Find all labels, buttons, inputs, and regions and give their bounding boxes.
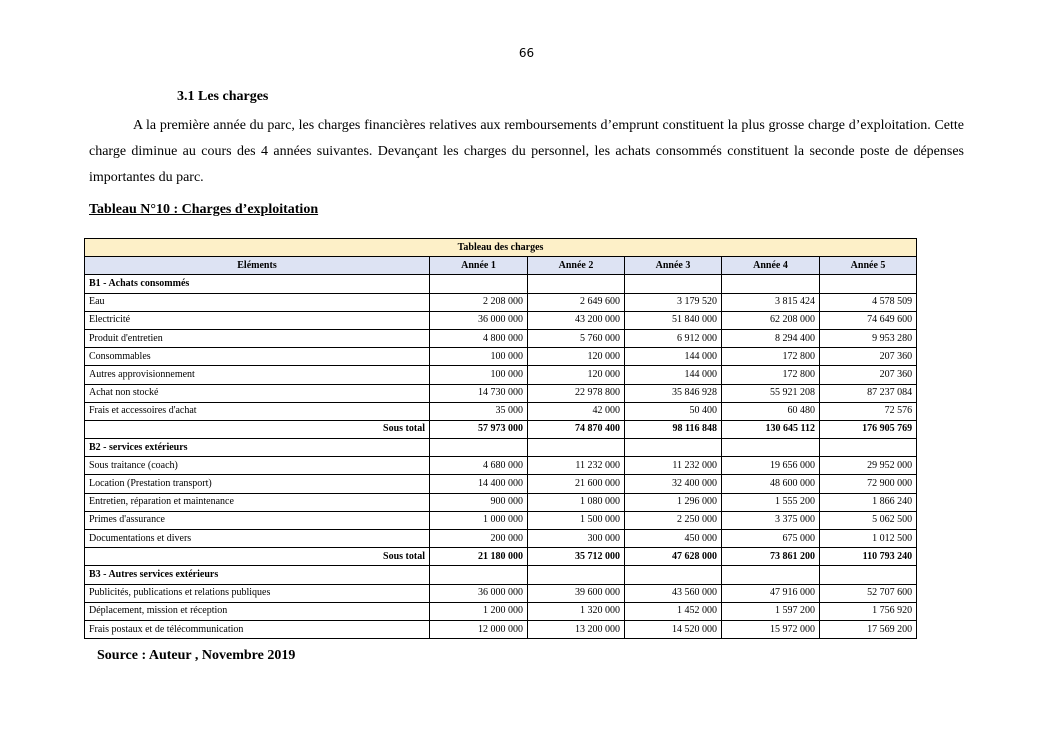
source-note: Source : Auteur , Novembre 2019 [97, 648, 296, 663]
cell-value: 12 000 000 [430, 620, 528, 638]
row-label: Déplacement, mission et réception [85, 602, 430, 620]
cell-value: 3 179 520 [625, 293, 722, 311]
table-row [85, 293, 917, 311]
cell-value: 2 250 000 [625, 511, 722, 529]
row-label: Achat non stocké [85, 384, 430, 402]
cell-value: 900 000 [430, 493, 528, 511]
cell-value: 52 707 600 [820, 584, 917, 602]
cell-value: 1 866 240 [820, 493, 917, 511]
cell-value: 120 000 [528, 348, 625, 366]
cell-value: 11 232 000 [625, 457, 722, 475]
row-label: Consommables [85, 348, 430, 366]
cell-value: 144 000 [625, 366, 722, 384]
table-row [85, 311, 917, 329]
cell-value: 207 360 [820, 348, 917, 366]
row-label: Publicités, publications et relations publiques [85, 584, 430, 602]
cell-value: 8 294 400 [722, 329, 820, 347]
cell-value: 11 232 000 [528, 457, 625, 475]
cell-value: 3 375 000 [722, 511, 820, 529]
cell-value: 300 000 [528, 530, 625, 548]
cell-value: 100 000 [430, 366, 528, 384]
cell-value: 14 400 000 [430, 475, 528, 493]
cell-value: 200 000 [430, 530, 528, 548]
cell-value [625, 566, 722, 584]
cell-value: 14 730 000 [430, 384, 528, 402]
cell-value: 207 360 [820, 366, 917, 384]
cell-value: 9 953 280 [820, 329, 917, 347]
cell-value: 13 200 000 [528, 620, 625, 638]
table-subtotal-row [85, 548, 917, 566]
table-row [85, 402, 917, 420]
cell-value: 72 900 000 [820, 475, 917, 493]
table-row [85, 620, 917, 638]
cell-value: 2 649 600 [528, 293, 625, 311]
cell-value: 3 815 424 [722, 293, 820, 311]
cell-value [820, 275, 917, 293]
row-label: Eau [85, 293, 430, 311]
cell-value: 43 560 000 [625, 584, 722, 602]
cell-value: 1 080 000 [528, 493, 625, 511]
cell-value: 55 921 208 [722, 384, 820, 402]
cell-value: 39 600 000 [528, 584, 625, 602]
row-label: Frais et accessoires d'achat [85, 402, 430, 420]
cell-value: 130 645 112 [722, 420, 820, 438]
cell-value: 2 208 000 [430, 293, 528, 311]
column-header: Année 2 [528, 257, 625, 275]
cell-value: 14 520 000 [625, 620, 722, 638]
cell-value [722, 275, 820, 293]
table-header-row [85, 257, 917, 275]
cell-value: 36 000 000 [430, 311, 528, 329]
row-label: Primes d'assurance [85, 511, 430, 529]
cell-value: 172 800 [722, 366, 820, 384]
row-label: Frais postaux et de télécommunication [85, 620, 430, 638]
row-label: Entretien, réparation et maintenance [85, 493, 430, 511]
cell-value: 62 208 000 [722, 311, 820, 329]
cell-value: 21 600 000 [528, 475, 625, 493]
table-row [85, 602, 917, 620]
cell-value: 1 756 920 [820, 602, 917, 620]
column-header: Eléments [85, 257, 430, 275]
table-group-row [85, 566, 917, 584]
table-row [85, 584, 917, 602]
cell-value: 120 000 [528, 366, 625, 384]
cell-value [430, 566, 528, 584]
cell-value: 74 870 400 [528, 420, 625, 438]
cell-value: 5 062 500 [820, 511, 917, 529]
cell-value: 1 452 000 [625, 602, 722, 620]
cell-value: 6 912 000 [625, 329, 722, 347]
cell-value: 22 978 800 [528, 384, 625, 402]
cell-value: 35 712 000 [528, 548, 625, 566]
cell-value [820, 566, 917, 584]
table-row [85, 530, 917, 548]
table-row [85, 457, 917, 475]
cell-value: 1 597 200 [722, 602, 820, 620]
table-row [85, 475, 917, 493]
cell-value: 1 296 000 [625, 493, 722, 511]
cell-value: 73 861 200 [722, 548, 820, 566]
cell-value: 42 000 [528, 402, 625, 420]
cell-value: 100 000 [430, 348, 528, 366]
cell-value: 176 905 769 [820, 420, 917, 438]
cell-value: 48 600 000 [722, 475, 820, 493]
column-header: Année 5 [820, 257, 917, 275]
cell-value: 60 480 [722, 402, 820, 420]
cell-value: 4 800 000 [430, 329, 528, 347]
cell-value: 50 400 [625, 402, 722, 420]
cell-value [430, 275, 528, 293]
cell-value: 172 800 [722, 348, 820, 366]
cell-value: 43 200 000 [528, 311, 625, 329]
row-label: Sous traitance (coach) [85, 457, 430, 475]
cell-value: 1 012 500 [820, 530, 917, 548]
cell-value [625, 439, 722, 457]
cell-value: 19 656 000 [722, 457, 820, 475]
table-row [85, 511, 917, 529]
column-header: Année 1 [430, 257, 528, 275]
table-group-row [85, 275, 917, 293]
table-row [85, 493, 917, 511]
row-label: B3 - Autres services extérieurs [85, 566, 430, 584]
cell-value: 17 569 200 [820, 620, 917, 638]
table-subtotal-row [85, 420, 917, 438]
cell-value: 29 952 000 [820, 457, 917, 475]
cell-value: 144 000 [625, 348, 722, 366]
cell-value: 72 576 [820, 402, 917, 420]
cell-value [528, 275, 625, 293]
table-row [85, 329, 917, 347]
table-row [85, 366, 917, 384]
column-header: Année 3 [625, 257, 722, 275]
cell-value: 15 972 000 [722, 620, 820, 638]
table-row [85, 384, 917, 402]
table-caption: Tableau N°10 : Charges d’exploitation [89, 202, 319, 217]
cell-value: 1 000 000 [430, 511, 528, 529]
cell-value [528, 566, 625, 584]
row-label: B2 - services extérieurs [85, 439, 430, 457]
cell-value: 87 237 084 [820, 384, 917, 402]
cell-value: 36 000 000 [430, 584, 528, 602]
cell-value: 1 200 000 [430, 602, 528, 620]
cell-value: 5 760 000 [528, 329, 625, 347]
row-label: Produit d'entretien [85, 329, 430, 347]
cell-value: 4 578 509 [820, 293, 917, 311]
cell-value [820, 439, 917, 457]
cell-value: 4 680 000 [430, 457, 528, 475]
column-header: Année 4 [722, 257, 820, 275]
cell-value: 57 973 000 [430, 420, 528, 438]
page-number: 66 [518, 46, 535, 60]
cell-value [430, 439, 528, 457]
cell-value: 450 000 [625, 530, 722, 548]
table-body [85, 275, 917, 639]
cell-value: 1 320 000 [528, 602, 625, 620]
table-row [85, 348, 917, 366]
cell-value [625, 275, 722, 293]
row-label: Sous total [85, 420, 430, 438]
row-label: Location (Prestation transport) [85, 475, 430, 493]
cell-value: 1 500 000 [528, 511, 625, 529]
table-title-row [85, 239, 917, 257]
cell-value: 47 628 000 [625, 548, 722, 566]
row-label: Electricité [85, 311, 430, 329]
cell-value: 32 400 000 [625, 475, 722, 493]
cell-value: 110 793 240 [820, 548, 917, 566]
cell-value: 74 649 600 [820, 311, 917, 329]
cell-value [528, 439, 625, 457]
row-label: Autres approvisionnement [85, 366, 430, 384]
cell-value: 1 555 200 [722, 493, 820, 511]
cell-value [722, 439, 820, 457]
cell-value: 35 000 [430, 402, 528, 420]
cell-value: 35 846 928 [625, 384, 722, 402]
row-label: Sous total [85, 548, 430, 566]
cell-value: 98 116 848 [625, 420, 722, 438]
section-heading: 3.1 Les charges [177, 89, 269, 104]
cell-value: 675 000 [722, 530, 820, 548]
cell-value [722, 566, 820, 584]
table-title: Tableau des charges [85, 239, 917, 257]
table-group-row [85, 439, 917, 457]
row-label: B1 - Achats consommés [85, 275, 430, 293]
charges-table [84, 238, 917, 639]
cell-value: 21 180 000 [430, 548, 528, 566]
cell-value: 51 840 000 [625, 311, 722, 329]
cell-value: 47 916 000 [722, 584, 820, 602]
body-paragraph: A la première année du parc, les charges financières relatives aux remboursements d’emprunt constituent la plus grosse charge d’exploitation. Cette charge diminue au cours des 4 années suivantes. Devançant les charges du personnel, les achats consommés constituent la seconde poste de dépenses importantes du parc. [89, 118, 964, 185]
row-label: Documentations et divers [85, 530, 430, 548]
